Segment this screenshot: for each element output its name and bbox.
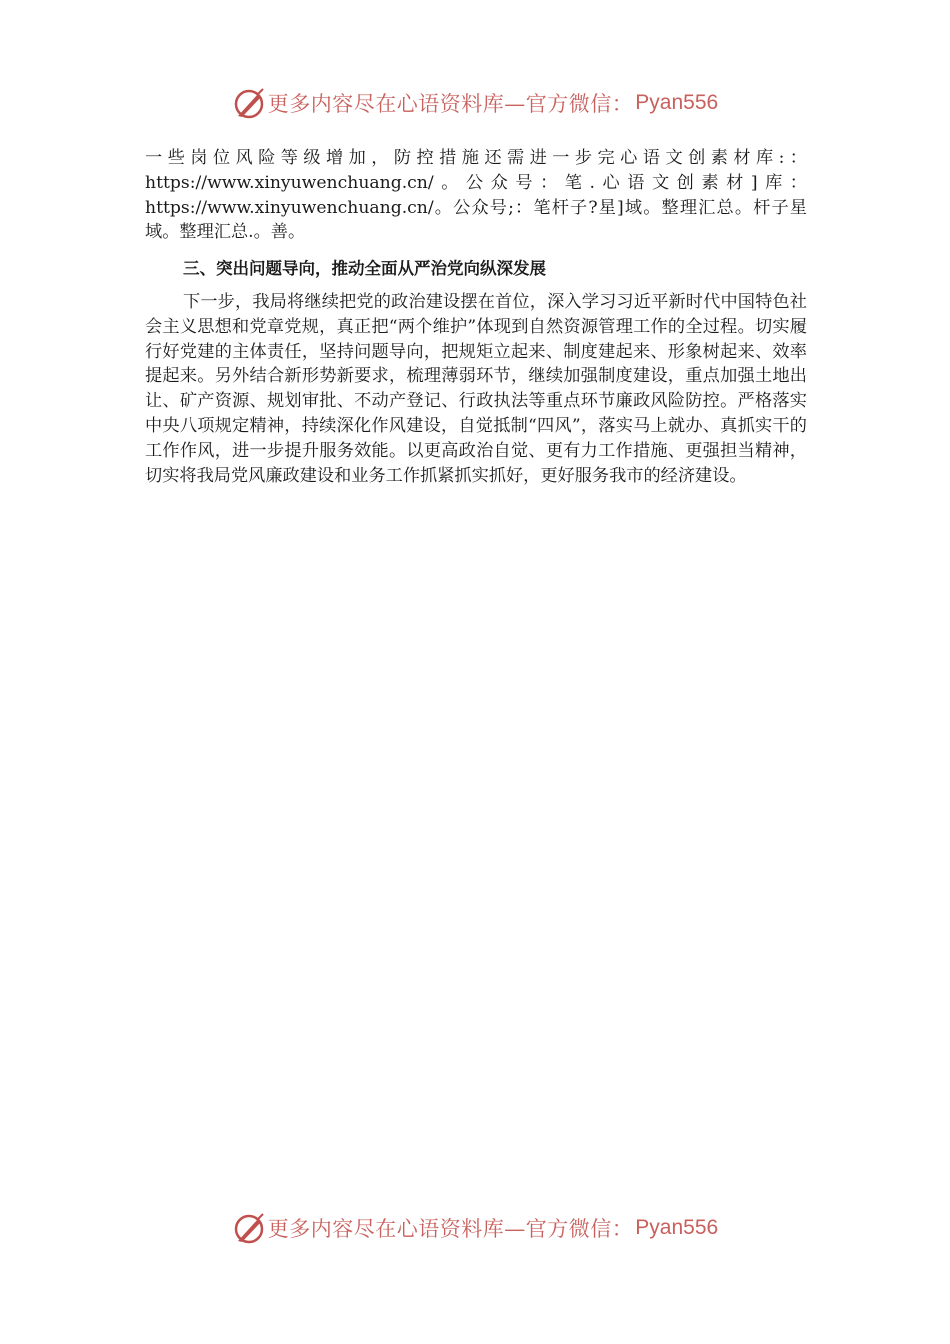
header-banner	[0, 86, 950, 120]
pen-logo-icon	[232, 86, 266, 120]
paragraph-next-steps: 下一步，我局将继续把党的政治建设摆在首位，深入学习习近平新时代中国特色社会主义思想和党章党规，真正把“两个维护”体现到自然资源管理工作的全过程。切实履行好党建的主体责任，坚持问题导向，把规矩立起来、制度建起来、形象树起来、效率提起来。另外结合新形势新要求，梳理薄弱环节，继续加强制度建设，重点加强土地出让、矿产资源、规划审批、不动产登记、行政执法等重点环节廉政风险防控。严格落实中央八项规定精神，持续深化作风建设，自觉抵制“四风”，落实马上就办、真抓实干的工作作风，进一步提升服务效能。以更高政治自觉、更有力工作措施、更强担当精神，切实将我局党风廉政建设和业务工作抓紧抓实抓好，更好服务我市的经济建设。	[145, 291, 807, 486]
footer-banner	[0, 1211, 950, 1245]
banner-wechat-id: Pyan556	[635, 91, 719, 114]
pen-logo-icon	[232, 1211, 266, 1245]
banner-text: 更多内容尽在心语资料库—官方微信：	[267, 1217, 634, 1241]
banner-wechat-id: Pyan556	[635, 1216, 719, 1239]
document-body	[145, 146, 807, 488]
section-heading: 三、突出问题导向，推动全面从严治党向纵深发展	[183, 259, 546, 279]
paragraph-continued: 一些岗位风险等级增加，防控措施还需进一步完心语文创素材库:：https://www.xinyuwenchuang.cn/。公众号：笔.心语文创素材]库：https://www.xinyuwenchuang.cn/。公众号;：笔杆子?星]域。整理汇总。杆子星域。整理汇总.。善。	[145, 148, 807, 243]
banner-text: 更多内容尽在心语资料库—官方微信：	[267, 92, 634, 116]
